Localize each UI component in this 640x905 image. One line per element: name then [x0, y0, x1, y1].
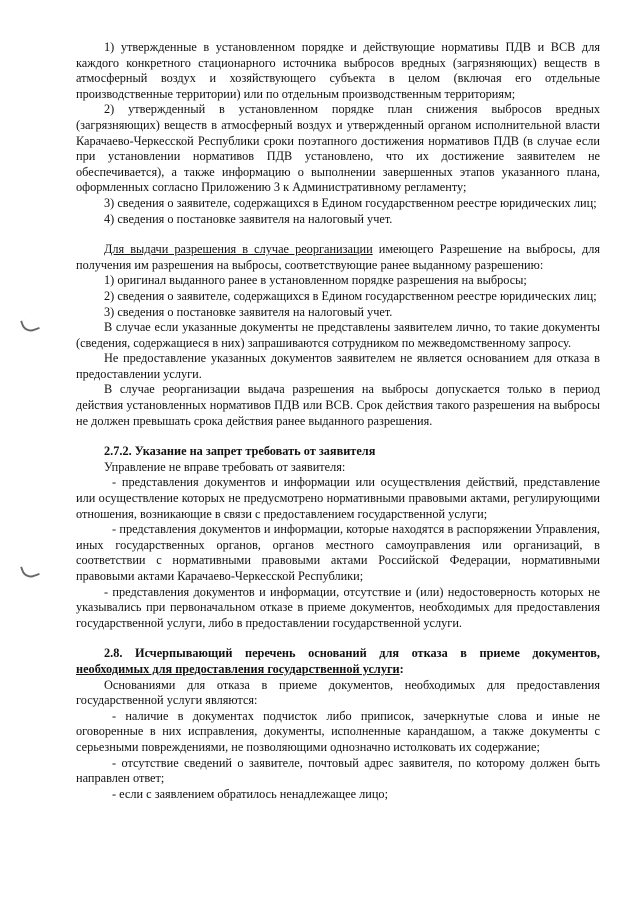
section-2-8-heading-underlined: необходимых для предоставления государственной услуги — [76, 661, 400, 676]
reorg-paragraph-2: Не предоставление указанных документов заявителем не является основанием для отказа в предоставлении услуги. — [76, 351, 600, 381]
reorg-item-3: 3) сведения о постановке заявителя на налоговый учет. — [104, 304, 393, 319]
requirement-2: 2) утвержденный в установленном порядке план снижения выбросов вредных (загрязняющих) веществ в атмосферный воздух и утвержденный органом исполнительной власти Карачаево-Черкесской Республики сроки поэтапного достижения нормативов ПДВ (в случае если при установлении нормативов ПДВ установлено, что их достижение заявителем не обеспечивается), а также информацию о выполнении завершенных этапов указанного плана, оформленных согласно Приложению 3 к Административному регламенту; — [76, 102, 600, 195]
prohibition-item-2: - представления документов и информации, которые находятся в распоряжении Управления, иных государственных органов, органов местного самоуправления или организаций, в соответствии с нормативными правовыми актами Российской Федерации, нормативными правовыми актами Карачаево-Черкесской Республики; — [76, 522, 600, 583]
refusal-intro: Основаниями для отказа в приеме документов, необходимых для предоставления государственной услуги являются: — [76, 677, 600, 708]
margin-mark-2 — [20, 562, 40, 581]
refusal-item-2: - отсутствие сведений о заявителе, почтовый адрес заявителя, по которому должен быть направлен ответ; — [76, 755, 600, 786]
reorg-item-2: 2) сведения о заявителе, содержащихся в Едином государственном реестре юридических лиц; — [104, 288, 597, 303]
section-2-7-2-intro: Управление не вправе требовать от заявителя: — [104, 459, 346, 474]
reorg-item-1: 1) оригинал выданного ранее в установленном порядке разрешения на выбросы; — [104, 273, 527, 288]
prohibition-item-1: - представления документов и информации или осуществления действий, представление или осуществление которых не предусмотрено нормативными правовыми актами, регулирующими отношения, возникающие в связи с предоставлением государственной услуги; — [76, 475, 600, 521]
section-2-7-2-heading: 2.7.2. Указание на запрет требовать от заявителя — [104, 444, 376, 459]
section-2-8-heading — [76, 646, 600, 677]
reorg-paragraph-1: В случае если указанные документы не представлены заявителем лично, то такие документы (сведения, содержащиеся в них) запрашиваются сотрудником по межведомственному запросу. — [76, 320, 600, 350]
reorganization-intro-underlined: Для выдачи разрешения в случае реорганизации — [104, 242, 373, 257]
section-2-8-heading-colon: : — [399, 661, 404, 676]
requirement-4: 4) сведения о постановке заявителя на налоговый учет. — [104, 211, 393, 226]
requirement-1: 1) утвержденные в установленном порядке и действующие нормативы ПДВ и ВСВ для каждого конкретного стационарного источника выбросов вредных (загрязняющих) веществ в атмосферный воздух и хозяйствующего субъекта в целом (включая его отдельные производственные территории) или по отдельным производственным территориям; — [76, 40, 600, 101]
refusal-item-1: - наличие в документах подчисток либо приписок, зачеркнутые слова и иные не оговоренные в них исправления, документы, исполненные карандашом, а также документы с серьезными повреждениями, не позволяющими однозначно истолковать их содержание; — [76, 708, 600, 754]
document-page — [76, 40, 600, 802]
reorg-paragraph-3: В случае реорганизации выдача разрешения на выбросы допускается только в период действия установленных нормативов ПДВ или ВСВ. Срок действия такого разрешения на выбросы не должен превышать срока действия ранее выданного разрешения. — [76, 382, 600, 428]
requirement-3: 3) сведения о заявителе, содержащихся в Едином государственном реестре юридических лиц; — [104, 195, 597, 210]
reorganization-intro-rest: имеющего Разрешение на выбросы, для получения им разрешения на выбросы, соответствующие ранее выданному разрешению: — [76, 242, 600, 272]
refusal-item-3: - если с заявлением обратилось ненадлежащее лицо; — [112, 786, 388, 801]
prohibition-item-3: - представления документов и информации, отсутствие и (или) недостоверность которых не указывались при первоначальном отказе в приеме документов, необходимых для предоставления государственной услуги, либо в предоставлении государственной услуги. — [76, 584, 600, 630]
reorganization-intro — [76, 242, 600, 273]
margin-mark-1 — [20, 316, 40, 335]
section-2-8-heading-part1: 2.8. Исчерпывающий перечень оснований для отказа в приеме документов, — [104, 646, 600, 661]
